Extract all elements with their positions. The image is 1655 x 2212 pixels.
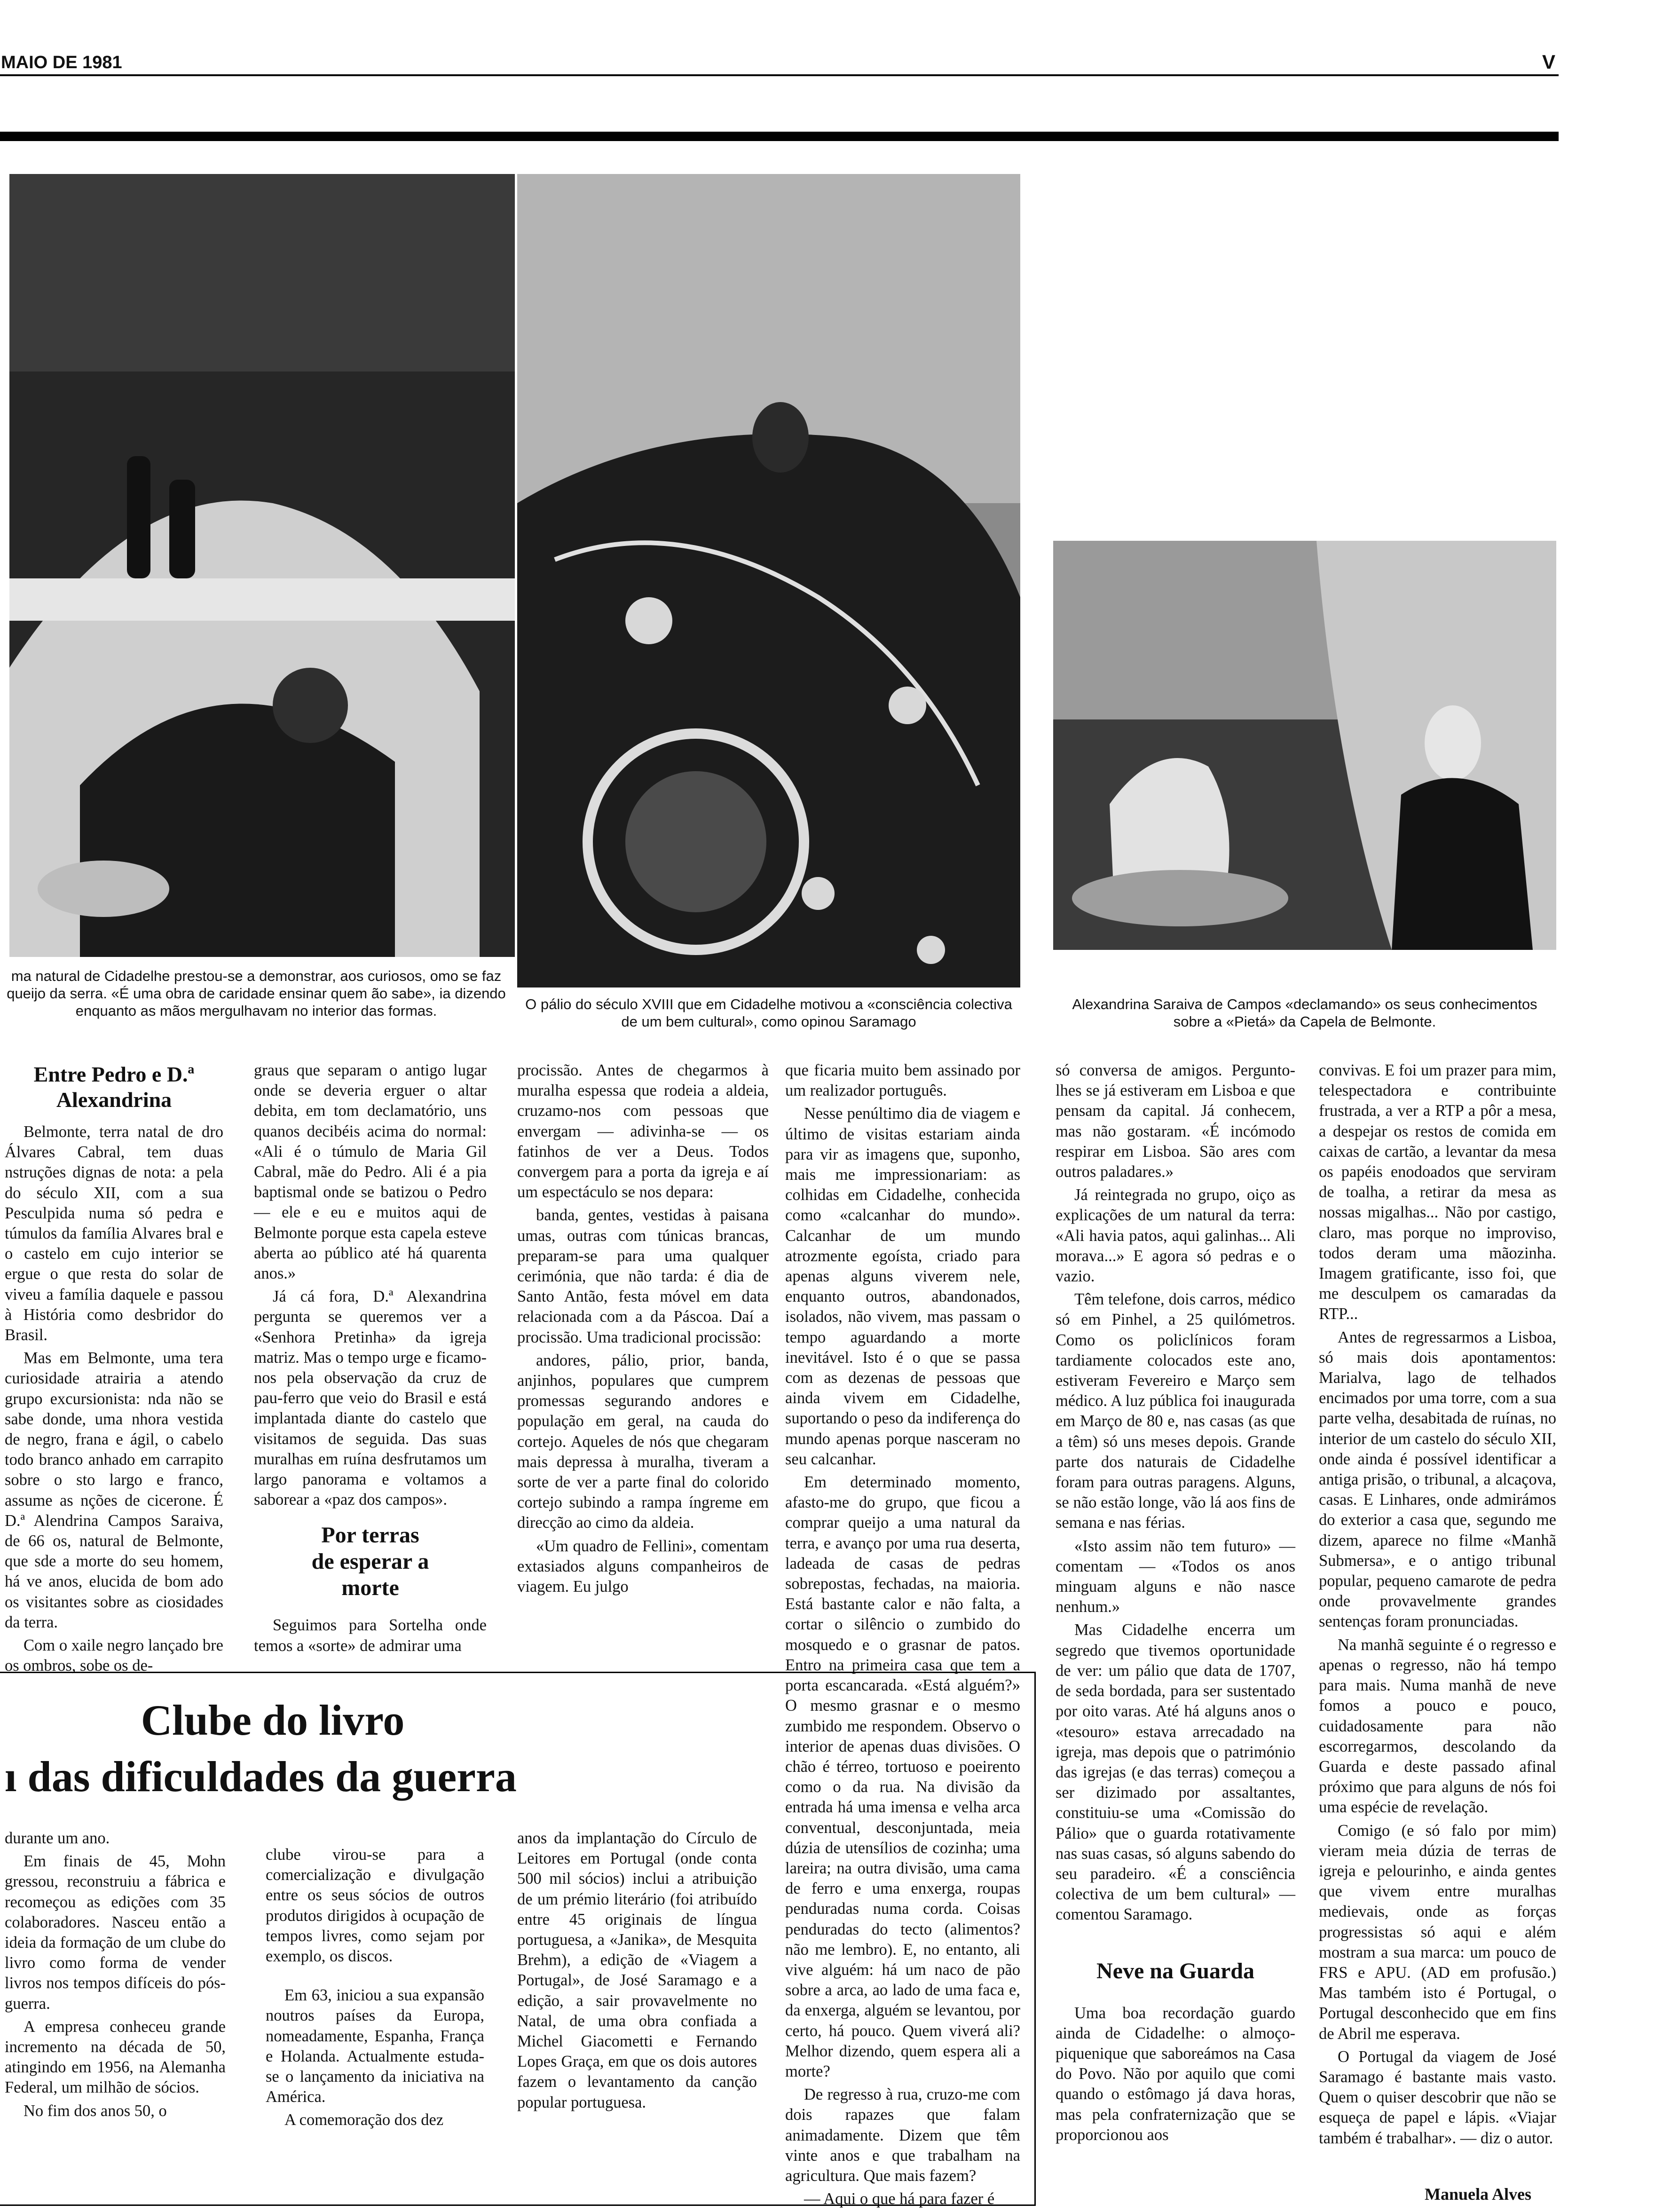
sidebar-title-line-1: Clube do livro (141, 1696, 405, 1744)
article-paragraph: Com o xaile negro lançado bre os ombros, sobe os de- (5, 1636, 223, 1675)
article-paragraph: andores, pálio, prior, banda, anjinhos, populares que cumprem promessas segurando andores e população em geral, na cauda do cortejo. Aqueles de nós que chegaram mais depressa à muralha, tiveram a sorte de ver a parte final do colorido cortejo subindo a rampa íngreme em direcção ao cimo da aldeia. (517, 1351, 769, 1532)
sidebar-paragraph: A empresa conheceu grande incremento na década de 50, atingindo em 1956, na Alemanha Federal, um milhão de sócios. (5, 2017, 226, 2097)
article-paragraph: Belmonte, terra natal de dro Álvares Cabral, tem duas nstruções dignas de nota: a pela do século XII, com a sua Pesculpida numa só pedra e túmulos da família Alvares bral e o castelo em cujo interior se ergue o que resta do solar de viveu a família daquele e passou à História como desbridor do Brasil. (5, 1123, 223, 1344)
sidebar-paragraph: A comemoração dos dez (284, 2111, 444, 2129)
header-thick-rule (0, 132, 1559, 141)
sidebar-title-line-2: ı das dificuldades da guerra (5, 1753, 517, 1801)
sidebar-paragraph: No fim dos anos 50, o (24, 2101, 167, 2120)
article-paragraph: só conversa de amigos. Pergunto-lhes se já estiveram em Lisboa e que pensam da capital. Já conhecem, mas não gostaram. «É incómodo respirar em Lisboa. São ares com outros paladares.» (1056, 1061, 1295, 1181)
section-title-neve-na-guarda: Neve na Guarda (1096, 1958, 1254, 1983)
sidebar-paragraph: clube virou-se para a comercialização e divulgação entre os seus sócios de outros produtos dirigidos à ocupação de tempos livres, como sejam por exemplo, os discos. (266, 1846, 484, 1966)
page-number: V (1542, 51, 1556, 73)
caption-palio-photo: O pálio do século XVIII que em Cidadelhe motivou a «consciência colectiva de um bem cultural», como opinou Saramago (525, 996, 1012, 1030)
sidebar-paragraph: Em finais de 45, Mohn gressou, reconstruiu a fábrica e recomeçou as edições com 35 colaboradores. Nasceu então a ideia da formação de um clube do livro como forma de vender livros nos tempos difíceis do pós-guerra. (5, 1852, 226, 2013)
sidebar-paragraph: durante um ano. (5, 1829, 110, 1847)
caption-pieta-photo: Alexandrina Saraiva de Campos «declamando» os seus conhecimentos sobre a «Pietá» da Capela de Belmonte. (1072, 996, 1537, 1030)
article-paragraph: graus que separam o antigo lugar onde se deveria erguer o altar debita, em tom declamatório, uns quanos decibéis acima do normal: «Ali é o túmulo de Maria Gil Cabral, mãe do Pedro. Ali é a pia baptismal onde se batizou o Pedro — ele e eu e muitos aqui de Belmonte porque esta capela esteve aberta ao público até há quarenta anos.» (254, 1061, 487, 1283)
article-paragraph: Seguimos para Sortelha onde temos a «sorte» de admirar uma (254, 1616, 487, 1655)
article-column-6 (1319, 1060, 1556, 2151)
article-paragraph: O Portugal da viagem de José Saramago é bastante mais vasto. Quem o quiser descobrir que não se esqueça de papel e lápis. «Viajar também é trabalhar». — diz o autor. (1319, 2047, 1556, 2147)
section-title-por-terras: Por terras de esperar a morte (311, 1523, 429, 1601)
article-paragraph: Comigo (e só falo por mim) vieram meia dúzia de terras de igreja e pelourinho, e ainda gentes que vivem entre muralhas medievais, onde as forças progressistas só aqui e além mostram a sua marca: um pouco de FRS e APU. (AD em profusão.) Mas também isto é Portugal, o Portugal desconhecido que em fins de Abril me esperava. (1319, 1821, 1556, 2043)
article-paragraph: «Isto assim não tem futuro» — comentam — «Todos os anos minguam alguns e não nasce nenhum.» (1056, 1537, 1295, 1616)
article-column-5 (1056, 1060, 1295, 2148)
caption-cheese-photo: ma natural de Cidadelhe prestou-se a demonstrar, aos curiosos, omo se faz queijo da serra. «É uma obra de caridade ensinar quem ão sabe», ia dizendo enquanto as mãos mergulhavam no interior das formas. (7, 968, 506, 1019)
article-column-1 (5, 1058, 223, 1679)
article-paragraph: convivas. E foi um prazer para mim, telespectadora e contribuinte frustrada, a ver a RTP a pôr a mesa, a despejar os restos de comida em caixas de cartão, a levantar da mesa os papéis enodoados que serviram de toalha, a retirar da mesa as nossas migalhas... Não por castigo, claro, mas porque no improviso, todos deram uma mãozinha. Imagem gratificante, isso foi, que me desculpem os camaradas da RTP... (1319, 1061, 1556, 1323)
article-paragraph: Antes de regressarmos a Lisboa, só mais dois apontamentos: Marialva, lago de telhados encimados por uma torre, com a sua parte velha, desabitada de ruínas, no interior de um castelo do século XII, onde ainda é possível identificar a antiga prisão, o tribunal, a alcaçova, casas. E Linhares, onde admirámos do exterior a casa que, segundo me dizem, aparece no filme «Manhã Submersa», e o antigo tribunal popular, pequeno camarote de pedra onde provavelmente grandes sentenças foram pronunciadas. (1319, 1328, 1556, 1631)
article-paragraph: — Aqui o que há para fazer é (804, 2190, 995, 2208)
cheese-making-photo (9, 174, 515, 957)
article-paragraph: Já reintegrada no grupo, oiço as explicações de um natural da terra: «Ali havia patos, aqui galinhas... Ali morava...» E agora só pedras e o vazio. (1056, 1186, 1295, 1286)
article-paragraph: Mas Cidadelhe encerra um segredo que tivemos oportunidade de ver: um pálio que data de 1707, de seda bordada, para ser sustentado por oito varas. Até há alguns anos o «tesouro» estava arrecadado na igreja, mas depois que o património das igrejas (e das terras) começou a ser dizimado por assaltantes, constituiu-se uma «Comissão do Pálio» que o guarda rotativamente nas suas casas, só alguns sabendo do seu paradeiro. «É a consciência colectiva de um bem cultural» — comentou Saramago. (1056, 1621, 1295, 1924)
palio-photo (517, 174, 1020, 988)
sidebar-column-3 (517, 1828, 757, 2116)
sidebar-column-1 (5, 1828, 226, 2124)
article-paragraph: que ficaria muito bem assinado por um realizador português. (785, 1061, 1020, 1100)
pieta-photo (1053, 541, 1556, 950)
sidebar-column-2 (266, 1845, 484, 2133)
article-paragraph: Na manhã seguinte é o regresso e apenas o regresso, não há tempo para mais. Numa manhã de neve fomos a pouco e pouco, cuidadosamente para não escorregarmos, descolando da Guarda e deste passado afinal próximo que para alguns de nós foi uma espécie de revelação. (1319, 1635, 1556, 1817)
article-paragraph: Têm telefone, dois carros, médico só em Pinhel, a 25 quilómetros. Como os policlínicos foram tardiamente colocados este ano, estiveram Fevereiro e Março sem médico. A luz pública foi inaugurada em Março de 80 e, nas casas (as que a têm) só uns meses depois. Grande parte dos naturais de Cidadelhe foram para outras paragens. Alguns, se não estão longe, vão lá aos fins de semana e nas férias. (1056, 1290, 1295, 1532)
article-paragraph: procissão. Antes de chegarmos à muralha espessa que rodeia a aldeia, cruzamo-nos com pessoas que envergam — adivinha-se — os fatinhos de ver a Deus. Todos convergem para a porta da igreja e aí um espectáculo se nos depara: (517, 1061, 769, 1201)
sidebar-paragraph: anos da implantação do Círculo de Leitores em Portugal (onde conta 500 mil sócios) inclui a atribuição de um prémio literário (foi atribuído entre 45 originais de língua portuguesa, a «Janika», de Mesquita Brehm), a edição de «Viagem a Portugal», de José Saramago e a edição, a sair provavelmente no Natal, de uma obra confiada a Michel Giacometti e Fernando Lopes Graça, em que os dois autores fazem o levantamento da canção popular portuguesa. (517, 1829, 757, 2111)
article-paragraph: banda, gentes, vestidas à paisana umas, outras com túnicas brancas, preparam-se para uma qualquer cerimónia, que não tarda: é dia de Santo Antão, festa móvel em data relacionada com a da Páscoa. Daí a procissão. Uma tradicional procissão: (517, 1206, 769, 1346)
author-signature: Manuela Alves (1425, 2185, 1532, 2204)
article-paragraph: Uma boa recordação guardo ainda de Cidadelhe: o almoço-piquenique que saboreámos na Casa do Povo. Não por aquilo que comi quando o estômago já dava horas, mas pela confraternização que se proporcionou aos (1056, 2004, 1295, 2144)
header-thin-rule (0, 74, 1559, 76)
article-paragraph: Mas em Belmonte, uma tera curiosidade atrairia a atendo grupo excursionista: nda não se sabe donde, uma nhora vestida de negro, frana e ágil, o cabelo todo branco anhado em carrapito sobre o sto largo e franco, assume as nções de cicerone. É D.ª Alendrina Campos Saraiva, de 66 os, natural de Belmonte, que sde a morte do seu homem, há ve anos, elucida de bom ado os visitantes sobre as ciosidades da terra. (5, 1349, 223, 1631)
sidebar-paragraph: Em 63, iniciou a sua expansão noutros países da Europa, nomeadamente, Espanha, França e Holanda. Actualmente estuda-se o lançamento da iniciativa na América. (266, 1986, 484, 2106)
sidebar-box-clube-do-livro (0, 1672, 1036, 2206)
issue-date: MAIO DE 1981 (1, 53, 122, 72)
article-paragraph: Nesse penúltimo dia de viagem e último de visitas estariam ainda para vir as imagens que, suponho, mais me impressionariam: as colhidas em Cidadelhe, conhecida como «calcanhar do mundo». Calcanhar de um mundo atrozmente egoísta, criado para apenas alguns viverem nele, enquanto outros, abandonados, isolados, não vivem, mas passam o tempo aguardando a morte inevitável. Isto é o que se passa com as dezenas de pessoas que ainda vivem em Cidadelhe, suportando o peso da indiferença do mundo apenas porque nasceram no seu calcanhar. (785, 1105, 1020, 1468)
article-paragraph: De regresso à rua, cruzo-me com dois rapazes que falam animadamente. Dizem que têm vinte anos e que trabalham na agricultura. Que mais fazem? (785, 2086, 1020, 2185)
article-paragraph: «Um quadro de Fellini», comentam extasiados alguns companheiros de viagem. Eu julgo (517, 1537, 769, 1596)
article-column-3 (517, 1060, 769, 1600)
article-column-2 (254, 1060, 487, 1659)
article-paragraph: Já cá fora, D.ª Alexandrina pergunta se queremos ver a «Senhora Pretinha» da igreja matriz. Mas o tempo urge e ficamo-nos pela observação da cruz de pau-ferro que veio do Brasil e está implantada diante do castelo que visitamos de seguida. Das suas muralhas em ruína desfrutamos um largo panorama e voltamos a saborear a «paz dos campos». (254, 1288, 487, 1509)
section-title-entre-pedro: Entre Pedro e D.ª Alexandrina (33, 1062, 195, 1112)
article-paragraph: Em determinado momento, afasto-me do grupo, que ficou a comprar queijo a uma natural da terra, e avanço por uma rua deserta, ladeada de casas de pedras sobrepostas, fechadas, na maioria. Está bastante calor e não falta, a cortar o silêncio o zumbido do mosquedo e o grasnar de patos. Entro na primeira casa que tem a porta escancarada. «Está alguém?» O mesmo grasnar e o mesmo zumbido me respondem. Observo o interior de apenas duas divisões. O chão é térreo, tortuoso e poeirento como o da rua. Na divisão da entrada há uma imensa e velha arca conventual, desconjuntada, meia dúzia de utensílios de cozinha; uma lareira; na outra divisão, uma cama de ferro e uma enxerga, roupas penduradas numa corda. Coisas penduradas do tecto (alimentos? não me lembro). E, no entanto, ali vive alguém: há um naco de pão sobre a arca, ao lado de uma faca e, da enxerga, alguém se levantou, por certo, há pouco. Quem viverá ali? Melhor dizendo, quem espera ali a morte? (785, 1473, 1020, 2080)
